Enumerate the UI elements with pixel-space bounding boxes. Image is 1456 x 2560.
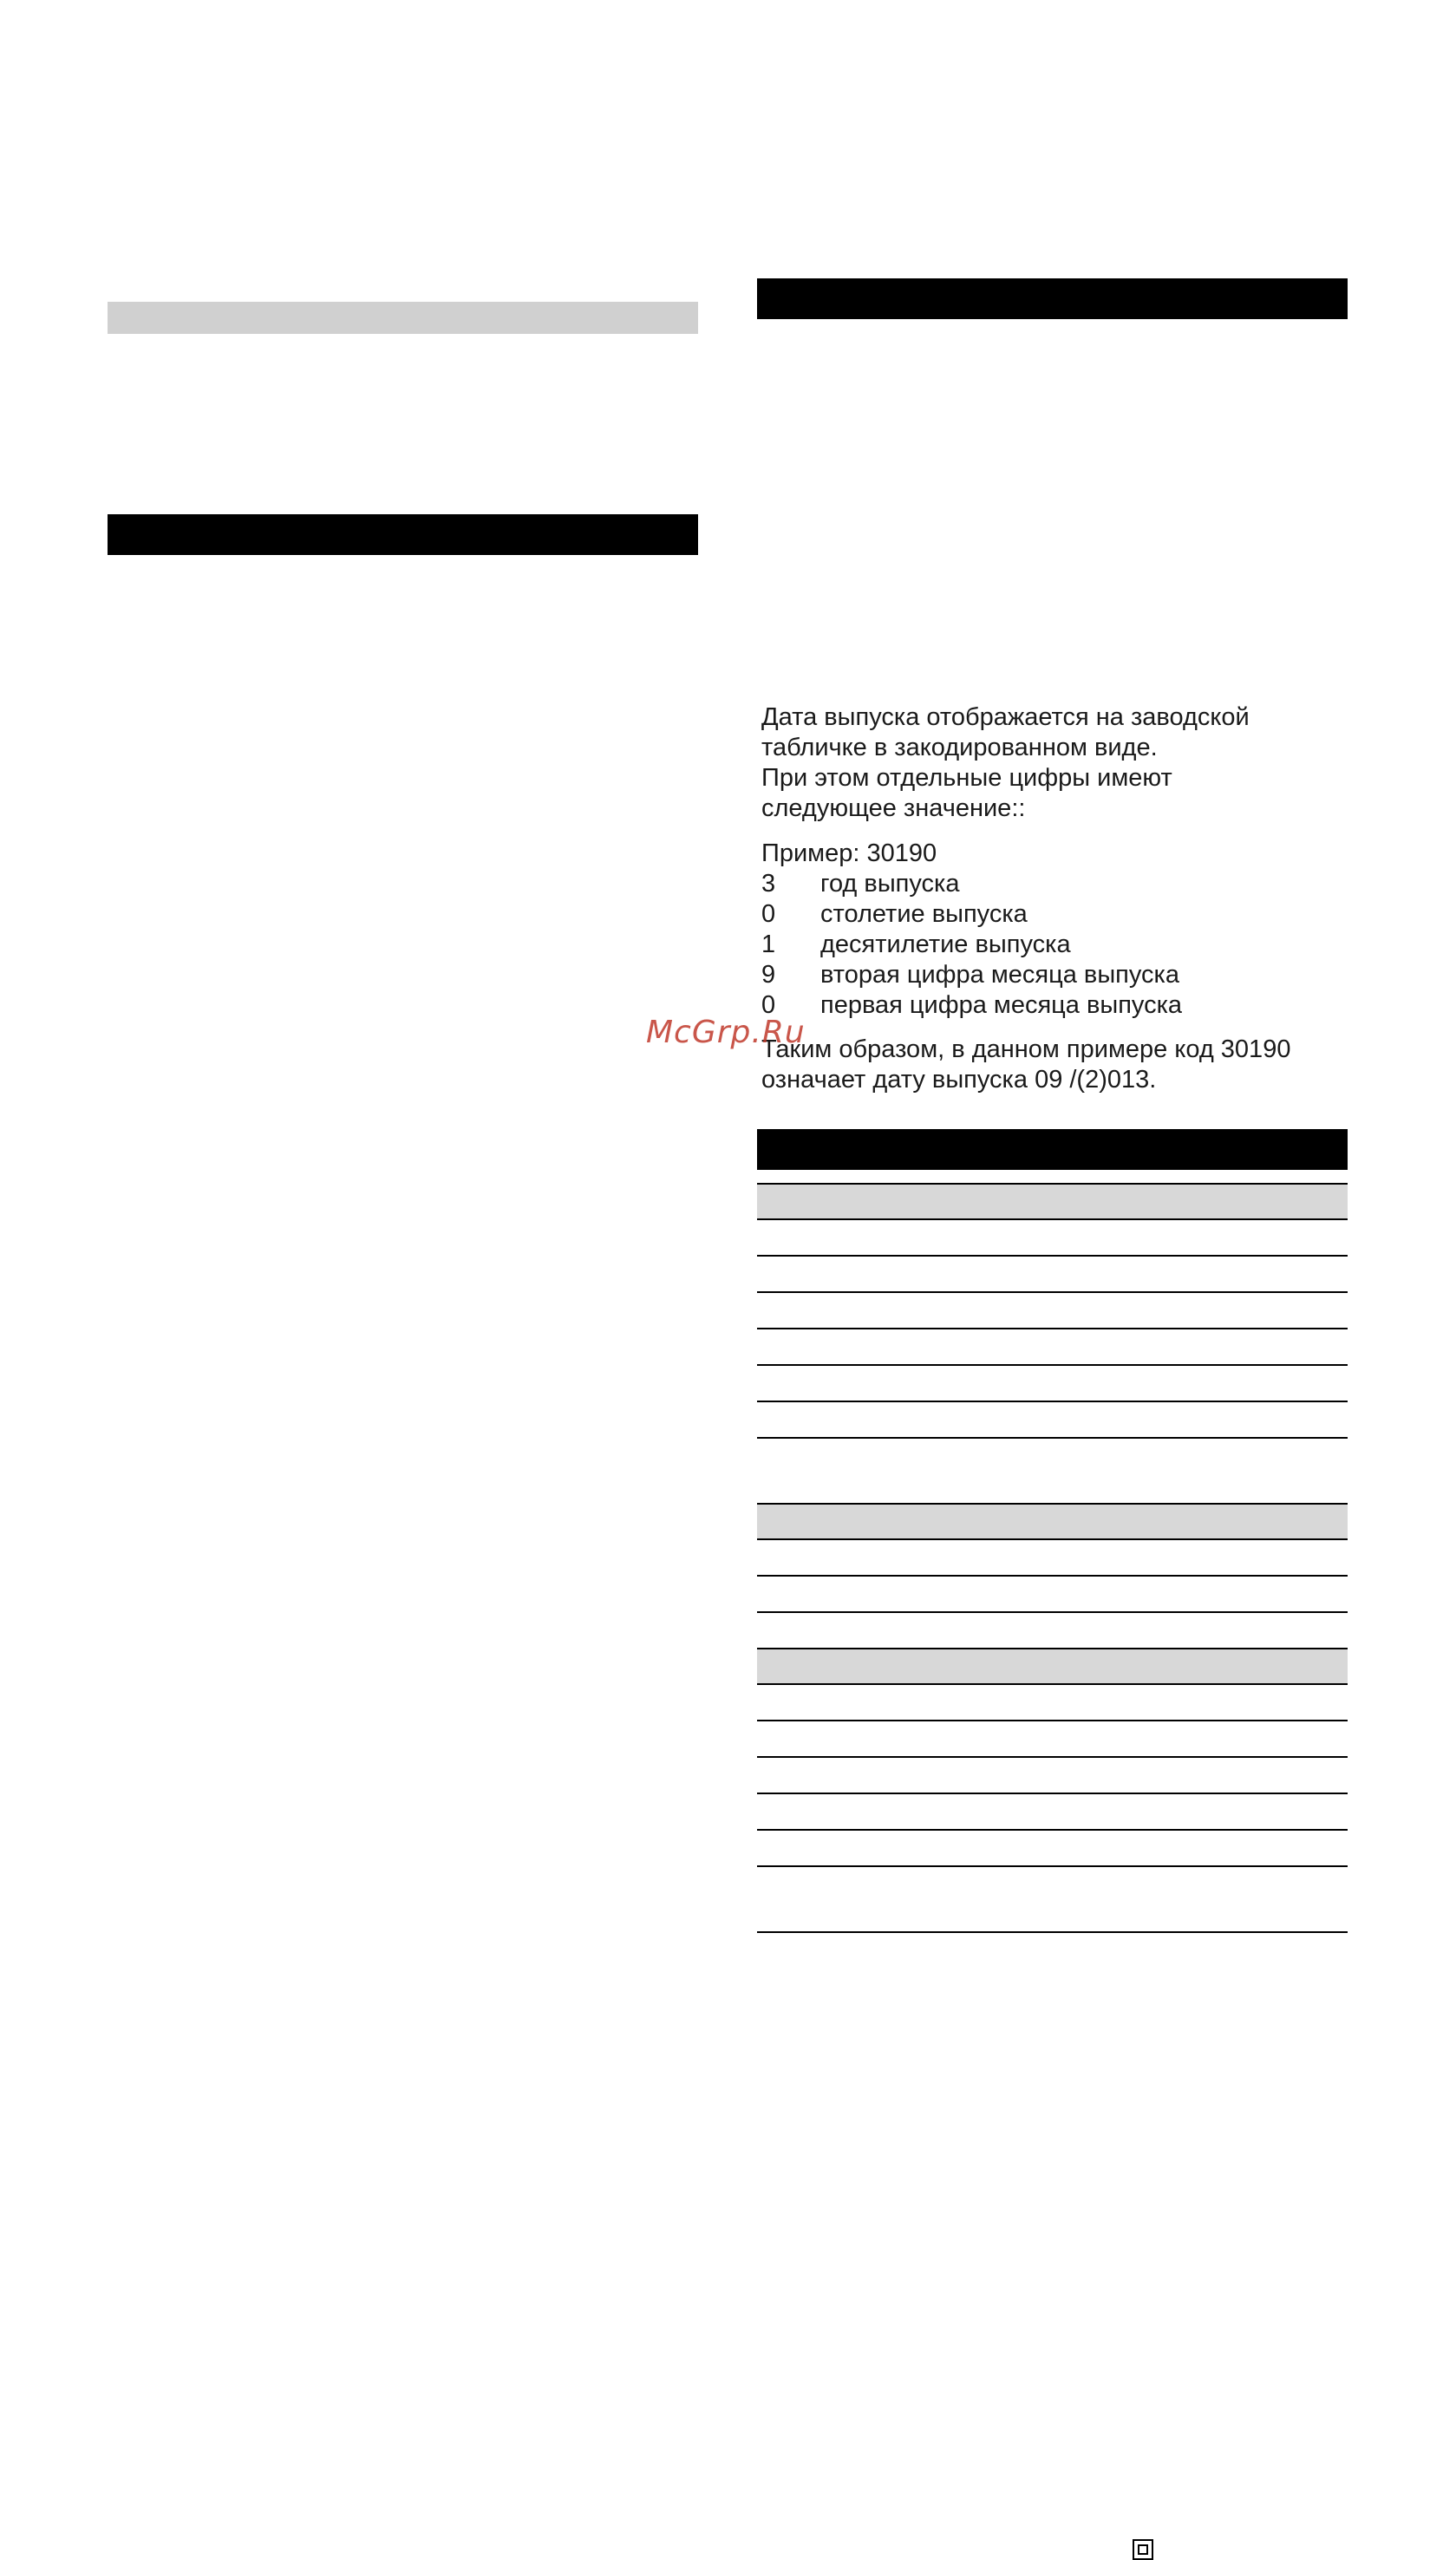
table-heading-bar — [757, 1129, 1348, 1170]
intro-line-2: табличке в закодированном виде. — [761, 734, 1158, 761]
table-section-row — [757, 1503, 1348, 1540]
conclusion-line-2: означает дату выпуска 09 /(2)013. — [761, 1066, 1157, 1094]
technical-data-table — [757, 1129, 1348, 1170]
legend-row — [761, 869, 1182, 899]
legend-row — [761, 930, 1182, 960]
right-section-heading-bar — [757, 278, 1348, 319]
site-watermark: McGrp.Ru — [646, 1015, 806, 1050]
table-row — [757, 1293, 1348, 1329]
table-row — [757, 1257, 1348, 1293]
table-row — [757, 1540, 1348, 1577]
left-section-heading-bar — [108, 514, 698, 555]
table-row — [757, 1577, 1348, 1613]
table-row — [757, 1685, 1348, 1721]
legend-row — [761, 990, 1182, 1021]
table-row — [757, 1831, 1348, 1867]
table-section-row — [757, 1183, 1348, 1220]
legend-digit: 9 — [761, 961, 776, 989]
table-row — [757, 1867, 1348, 1933]
table-row — [757, 1721, 1348, 1758]
intro-line-4: следующее значение:: — [761, 794, 1026, 822]
legend-digit: 3 — [761, 870, 776, 898]
table-row — [757, 1439, 1348, 1505]
intro-line-1: Дата выпуска отображается на заводской — [761, 703, 1250, 731]
conclusion-line-1: Таким образом, в данном примере код 30190 — [761, 1035, 1291, 1063]
legend-digit: 0 — [761, 900, 776, 928]
table-row — [757, 1794, 1348, 1831]
example-label: Пример: 30190 — [761, 839, 937, 867]
table-row — [757, 1402, 1348, 1439]
intro-line-3: При этом отдельные цифры имеют — [761, 764, 1172, 792]
legend-digit: 0 — [761, 991, 776, 1019]
table-row — [757, 1220, 1348, 1257]
legend-digit: 1 — [761, 931, 776, 958]
table-row — [757, 1613, 1348, 1649]
production-date-intro — [761, 702, 1250, 824]
legend-meaning: десятилетие выпуска — [820, 931, 1071, 958]
legend-meaning: столетие выпуска — [820, 900, 1028, 928]
table-section-row — [757, 1648, 1348, 1685]
legend-meaning: год выпуска — [820, 870, 960, 898]
legend-row — [761, 960, 1182, 990]
example-legend — [761, 839, 1182, 1021]
protection-class-ii-icon — [1133, 2539, 1153, 2560]
legend-meaning: вторая цифра месяца выпуска — [820, 961, 1180, 989]
legend-row — [761, 899, 1182, 930]
legend-meaning: первая цифра месяца выпуска — [820, 991, 1183, 1019]
left-section-bar-gray — [108, 302, 698, 334]
table-row — [757, 1758, 1348, 1794]
example-conclusion — [761, 1035, 1290, 1095]
table-row — [757, 1329, 1348, 1366]
table-row — [757, 1366, 1348, 1402]
